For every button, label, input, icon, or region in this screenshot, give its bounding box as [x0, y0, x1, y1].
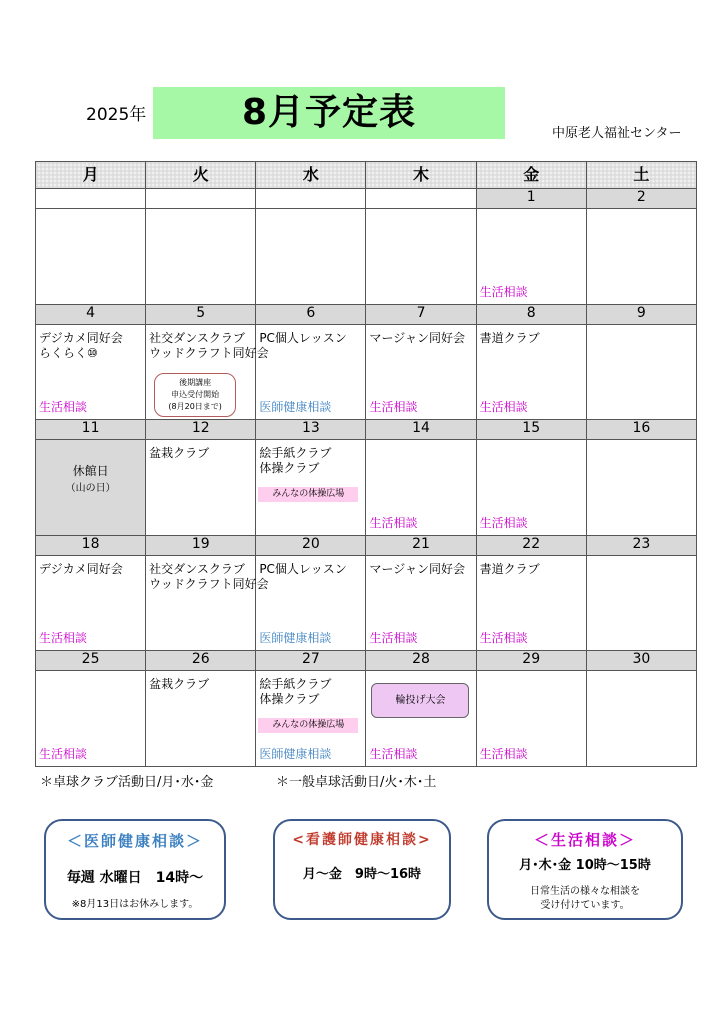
page-title: 8月予定表 [153, 87, 505, 139]
day-cell [146, 671, 256, 767]
day-cell [146, 209, 256, 304]
date-cell: 12 [146, 420, 256, 440]
life-consult-label: 生活相談 [479, 747, 528, 761]
life-consult-label: 生活相談 [479, 631, 528, 646]
event-list: 絵手紙クラブ 体操クラブ [259, 677, 332, 707]
doctor-consult-label: 医師健康相談 [259, 747, 332, 761]
day-cell [476, 671, 586, 767]
life-box-note: 日常生活の様々な相談を 受け付けています。 [530, 886, 640, 911]
day-cell [146, 555, 269, 650]
date-cell: 20 [256, 535, 366, 555]
nurse-consult-box [273, 819, 451, 920]
date-cell: 25 [36, 651, 146, 671]
life-box-schedule: 月･木･金 10時～15時 [519, 858, 651, 873]
date-cell: 29 [476, 651, 586, 671]
life-consult-label: 生活相談 [39, 400, 88, 415]
day-cell [586, 324, 696, 419]
day-cell [366, 555, 476, 650]
weekday-thu: 木 [366, 162, 476, 189]
date-cell: 26 [146, 651, 256, 671]
day-cell [36, 555, 146, 650]
course-application-notice: 後期講座 申込受付開始 (8月20日まで) [154, 373, 236, 417]
life-consult-label: 生活相談 [369, 631, 418, 646]
date-cell: 11 [36, 420, 146, 440]
date-cell [146, 189, 256, 209]
date-cell: 2 [586, 189, 696, 209]
day-cell [586, 209, 696, 304]
life-consult-label: 生活相談 [479, 400, 528, 415]
doctor-box-title: ＜医師健康相談＞ [66, 832, 203, 850]
date-cell [256, 189, 366, 209]
event-list: 書道クラブ [479, 330, 540, 345]
date-cell [36, 189, 146, 209]
date-cell: 30 [586, 651, 696, 671]
life-consult-label: 生活相談 [39, 747, 88, 761]
day-cell [146, 324, 269, 419]
day-cell [366, 209, 476, 304]
day-cell [256, 440, 366, 535]
table-tennis-club-note: ＊卓球クラブ活動日/月･水･金 [40, 775, 214, 790]
date-cell: 16 [586, 420, 696, 440]
day-cell [586, 555, 696, 650]
event-list: 社交ダンスクラブ ウッドクラフト同好会 [149, 561, 269, 591]
life-consult-label: 生活相談 [369, 515, 418, 530]
day-cell [256, 324, 366, 419]
week5-date-row [36, 651, 697, 671]
date-cell: 6 [256, 304, 366, 324]
doctor-consult-label: 医師健康相談 [259, 400, 332, 415]
day-cell [36, 671, 146, 767]
date-cell: 8 [476, 304, 586, 324]
day-cell [256, 555, 366, 650]
weekday-wed: 水 [256, 162, 366, 189]
date-cell: 21 [366, 535, 476, 555]
weekday-mon: 月 [36, 162, 146, 189]
date-cell: 5 [146, 304, 256, 324]
doctor-box-note: ※8月13日はお休みします。 [71, 899, 199, 910]
date-cell: 7 [366, 304, 476, 324]
life-consult-box [487, 819, 683, 920]
date-cell: 14 [366, 420, 476, 440]
nurse-box-schedule: 月～金 9時～16時 [302, 867, 422, 882]
day-cell [476, 209, 586, 304]
week1-body-row [36, 209, 697, 304]
doctor-box-schedule: 毎週 水曜日 14時～ [66, 870, 204, 886]
date-cell: 1 [476, 189, 586, 209]
ring-toss-event-badge: 輪投げ大会 [371, 683, 469, 718]
weekday-sat: 土 [586, 162, 696, 189]
organization-name: 中原老人福祉センター [552, 126, 682, 141]
week3-body-row [36, 440, 697, 535]
event-list: デジカメ同好会 らくらく⑩ [39, 330, 123, 360]
event-list: デジカメ同好会 [39, 561, 123, 576]
holiday-name: （山の日） [65, 483, 116, 495]
date-cell: 19 [146, 535, 256, 555]
event-list: 盆栽クラブ [149, 446, 210, 461]
day-cell [586, 440, 696, 535]
doctor-consult-box [44, 819, 226, 920]
date-cell: 22 [476, 535, 586, 555]
day-cell [586, 671, 696, 767]
general-table-tennis-note: ＊一般卓球活動日/火･木･土 [276, 775, 437, 790]
date-cell: 15 [476, 420, 586, 440]
event-list: 絵手紙クラブ 体操クラブ [259, 446, 332, 476]
life-box-title: ＜生活相談＞ [533, 831, 636, 849]
date-cell: 13 [256, 420, 366, 440]
date-cell [366, 189, 476, 209]
week5-body-row [36, 671, 697, 767]
event-list: 社交ダンスクラブ ウッドクラフト同好会 [149, 330, 269, 360]
week4-date-row [36, 535, 697, 555]
day-cell [256, 209, 366, 304]
day-cell [256, 671, 366, 767]
life-consult-label: 生活相談 [369, 747, 418, 761]
day-cell [366, 671, 476, 767]
weekday-fri: 金 [476, 162, 586, 189]
event-list: マージャン同好会 [369, 561, 465, 576]
date-cell: 18 [36, 535, 146, 555]
day-cell [366, 440, 476, 535]
event-list: PC個人レッスン [259, 330, 347, 345]
day-cell [476, 555, 586, 650]
date-cell: 23 [586, 535, 696, 555]
date-cell: 4 [36, 304, 146, 324]
weekday-header-row [36, 162, 697, 189]
exercise-plaza-tag: みんなの体操広場 [258, 487, 358, 502]
date-cell: 9 [586, 304, 696, 324]
closed-label: 休館日 [72, 464, 109, 479]
day-cell [476, 324, 586, 419]
week2-body-row [36, 324, 697, 419]
closed-day-cell [36, 440, 146, 535]
nurse-box-title: <看護師健康相談> [292, 832, 432, 848]
day-cell [146, 440, 256, 535]
day-cell [366, 324, 476, 419]
life-consult-label: 生活相談 [479, 515, 528, 530]
weekday-tue: 火 [146, 162, 256, 189]
event-list: 盆栽クラブ [149, 677, 210, 692]
week1-date-row [36, 189, 697, 209]
week2-date-row [36, 304, 697, 324]
day-cell [36, 209, 146, 304]
date-cell: 27 [256, 651, 366, 671]
doctor-consult-label: 医師健康相談 [259, 631, 332, 646]
week4-body-row [36, 555, 697, 650]
day-cell [36, 324, 146, 419]
day-cell [476, 440, 586, 535]
event-list: 書道クラブ [479, 561, 540, 576]
life-consult-label: 生活相談 [39, 631, 88, 646]
exercise-plaza-tag: みんなの体操広場 [258, 718, 358, 733]
week3-date-row [36, 420, 697, 440]
event-list: PC個人レッスン [259, 561, 347, 576]
year-label: 2025年 [86, 105, 147, 125]
event-list: マージャン同好会 [369, 330, 465, 345]
date-cell: 28 [366, 651, 476, 671]
life-consult-label: 生活相談 [369, 400, 418, 415]
life-consult-label: 生活相談 [479, 284, 528, 299]
calendar-table [35, 161, 697, 767]
